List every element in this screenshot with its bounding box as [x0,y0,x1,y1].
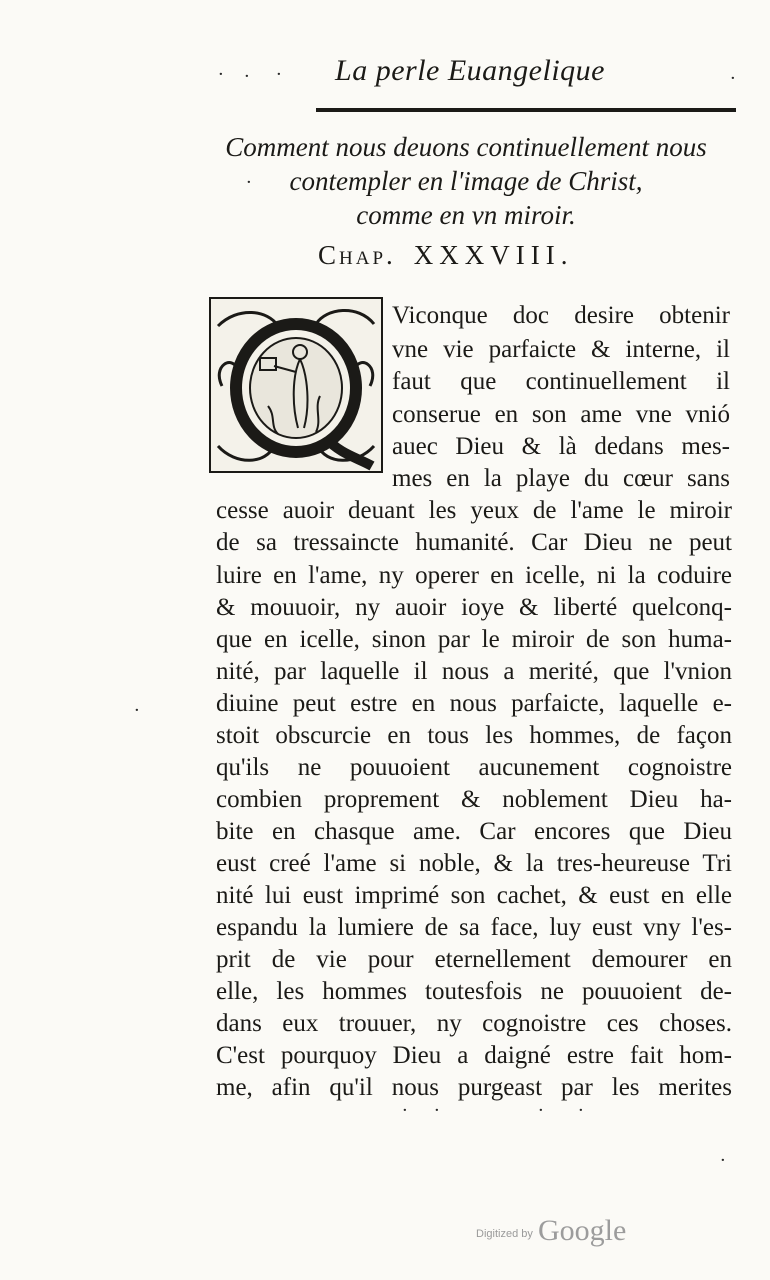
text-line: luire en l'ame, ny operer en icelle, ni la coduire [216,562,732,589]
scan-speck: · [578,1100,584,1121]
text-line: diuine peut estre en nous parfaicte, laquelle e- [216,690,732,717]
text-line: espandu la lumiere de sa face, luy eust vny l'es- [216,914,732,941]
text-line: conserue en son ame vne vnió [392,401,730,428]
text-line: & mouuoir, ny auoir ioye & liberté quelconq- [216,594,732,621]
text-line: mes en la playe du cœur sans [392,465,730,492]
text-line: de sa tressaincte humanité. Car Dieu ne peut [216,529,732,556]
text-line: auec Dieu & là dedans mes- [392,433,730,460]
text-line: elle, les hommes toutesfois ne pouuoient de- [216,978,732,1005]
scan-speck: · [246,172,252,193]
scan-speck: · [276,64,282,85]
text-line: que en icelle, sinon par le miroir de son huma- [216,626,732,653]
chapter-roman-numeral: XXXVIII. [413,240,574,270]
text-line: combien proprement & noblement Dieu ha- [216,786,732,813]
scan-speck: · [730,68,736,89]
text-line: faut que continuellement il [392,368,730,395]
scan-speck: · [434,1100,440,1121]
text-line: Viconque doc desire obtenir [392,302,730,329]
text-line: me, afin qu'il nous purgeast par les merites [216,1074,732,1101]
google-watermark: Google [538,1214,627,1247]
text-line: prit de vie pour eternellement demourer en [216,946,732,973]
chapter-label: Chap. [318,240,396,270]
text-line: stoit obscurcie en tous les hommes, de façon [216,722,732,749]
text-line: cesse auoir deuant les yeux de l'ame le miroir [216,497,732,524]
chapter-heading [196,130,736,232]
text-line: bite en chasque ame. Car encores que Dieu [216,818,732,845]
chapter-heading-line: Comment nous deuons continuellement nous [225,132,707,162]
scan-speck: · [538,1100,544,1121]
scan-speck: · [402,1100,408,1121]
text-line: nité, par laquelle il nous a merité, que l'vnion [216,658,732,685]
text-line: C'est pourquoy Dieu a daigné estre fait hom- [216,1042,732,1069]
text-line: qu'ils ne pouuoient aucunement cognoistre [216,754,732,781]
running-head: La perle Euangelique [335,54,605,87]
scan-speck: · [134,700,140,721]
digitized-by-label: Digitized by [476,1228,533,1240]
text-line: vne vie parfaicte & interne, il [392,336,730,363]
decorated-initial-q-image [208,296,384,474]
header-rule [316,108,736,112]
scan-speck: · [244,66,250,87]
chapter-heading-line: contempler en l'image de Christ, [289,166,643,196]
text-line: eust creé l'ame si noble, & la tres-heureuse Tri [216,850,732,877]
chapter-number [318,240,618,271]
text-line: dans eux trouuer, ny cognoistre ces choses. [216,1010,732,1037]
chapter-heading-line: comme en vn miroir. [356,200,576,230]
scan-speck: · [720,1150,726,1171]
scan-speck: · [218,64,224,85]
text-line: nité lui eust imprimé son cachet, & eust en elle [216,882,732,909]
